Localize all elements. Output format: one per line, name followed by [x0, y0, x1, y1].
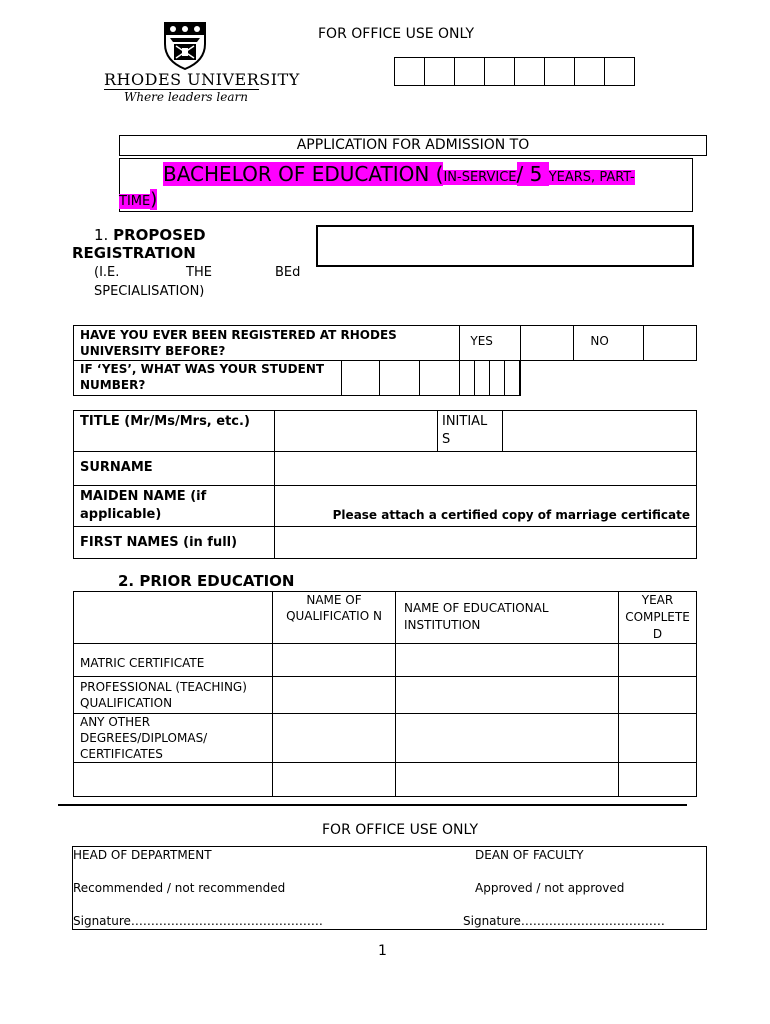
proposed-registration-input[interactable] — [316, 225, 694, 267]
student-number-question-text: IF ‘YES’, WHAT WAS YOUR STUDENT NUMBER? — [80, 362, 325, 392]
marriage-certificate-note: Please attach a certified copy of marriage certificate — [332, 508, 690, 522]
institution-header-text: NAME OF EDUCATIONAL INSTITUTION — [404, 601, 549, 632]
approved-option[interactable]: Approved / not approved — [475, 881, 625, 895]
year-input[interactable] — [619, 677, 697, 714]
student-digit-box[interactable] — [520, 361, 521, 395]
yes-label: YES — [470, 334, 493, 348]
institution-input[interactable] — [396, 644, 619, 677]
registered-question-text: HAVE YOU EVER BEEN REGISTERED AT RHODES UNIVERSITY BEFORE? — [80, 328, 397, 358]
office-approval-box — [72, 846, 707, 930]
initials-input[interactable] — [503, 411, 697, 452]
year-header-text: YEAR COMPLETE D — [625, 593, 690, 641]
student-digit-box[interactable] — [460, 361, 474, 395]
office-code-boxes[interactable] — [394, 57, 635, 86]
degree-part: TIME — [119, 194, 151, 209]
hint-word: SPECIALISATION) — [94, 284, 205, 299]
surname-label-cell — [74, 452, 275, 486]
no-label: NO — [590, 334, 609, 348]
student-digit-subtable — [460, 361, 520, 395]
qualification-input[interactable] — [273, 677, 396, 714]
institution-input[interactable] — [396, 714, 619, 763]
student-digit-box[interactable] — [505, 361, 520, 395]
qualification-header — [273, 592, 396, 644]
education-row-text: MATRIC CERTIFICATE — [80, 656, 205, 670]
year-header — [619, 592, 697, 644]
yes-label-cell — [460, 326, 521, 361]
education-row-label — [74, 714, 273, 763]
section-1-hint — [94, 263, 300, 301]
maiden-input[interactable] — [275, 486, 697, 527]
title-input[interactable] — [275, 411, 438, 452]
no-checkbox[interactable] — [643, 326, 696, 361]
student-digit-box[interactable] — [341, 361, 379, 396]
header-blank — [74, 592, 273, 644]
degree-part: IN-SERVICE — [443, 170, 517, 185]
code-box[interactable] — [515, 58, 545, 85]
section-2-title: 2. PRIOR EDUCATION — [118, 572, 295, 590]
degree-part: YEARS, PART- — [548, 170, 635, 185]
maiden-label: MAIDEN NAME (if applicable) — [80, 489, 207, 522]
office-use-heading: FOR OFFICE USE ONLY — [318, 26, 474, 42]
section-1-title-2: REGISTRATION — [72, 244, 196, 262]
hint-word: (I.E. — [94, 265, 120, 280]
title-label-cell — [74, 411, 275, 452]
maiden-label-cell — [74, 486, 275, 527]
hod-signature-line[interactable]: Signature………………………………………… — [73, 914, 323, 928]
code-box[interactable] — [545, 58, 575, 85]
qualification-input[interactable] — [273, 763, 396, 797]
application-title: APPLICATION FOR ADMISSION TO — [119, 135, 707, 156]
dean-signature-line[interactable]: Signature……………………………… — [463, 914, 665, 928]
student-digit-group — [460, 361, 521, 396]
university-name: RHODES UNIVERSITY — [104, 70, 300, 89]
institution-input[interactable] — [396, 763, 619, 797]
surname-input[interactable] — [275, 452, 697, 486]
student-number-question — [74, 361, 342, 396]
qualification-input[interactable] — [273, 714, 396, 763]
university-logo — [100, 20, 300, 105]
first-names-label-cell — [74, 527, 275, 559]
education-row-text: ANY OTHER DEGREES/DIPLOMAS/ CERTIFICATES — [80, 715, 208, 761]
year-input[interactable] — [619, 644, 697, 677]
degree-part: ) — [150, 189, 158, 210]
yes-checkbox[interactable] — [521, 326, 574, 361]
registered-table — [73, 325, 697, 396]
education-row-text: PROFESSIONAL (TEACHING) QUALIFICATION — [80, 680, 247, 710]
student-digit-box[interactable] — [475, 361, 490, 395]
dean-label: DEAN OF FACULTY — [475, 848, 584, 862]
degree-title-cont — [119, 190, 157, 212]
no-label-cell — [574, 326, 643, 361]
personal-details-table — [73, 410, 697, 559]
section-number: 1. — [94, 226, 114, 244]
code-box[interactable] — [455, 58, 485, 85]
qualification-input[interactable] — [273, 644, 396, 677]
page-number: 1 — [378, 943, 387, 959]
education-row-label — [74, 677, 273, 714]
year-input[interactable] — [619, 763, 697, 797]
student-digit-box[interactable] — [379, 361, 419, 396]
qualification-header-text: NAME OF QUALIFICATIO N — [286, 593, 382, 623]
student-digit-box[interactable] — [490, 361, 505, 395]
code-box[interactable] — [425, 58, 455, 85]
section-1-title — [94, 226, 206, 244]
education-row-label — [74, 644, 273, 677]
code-box[interactable] — [575, 58, 605, 85]
section-title-text: PROPOSED — [113, 226, 206, 244]
section-divider — [58, 804, 687, 806]
initials-label-cell — [438, 411, 503, 452]
surname-label: SURNAME — [80, 460, 153, 475]
first-names-input[interactable] — [275, 527, 697, 559]
degree-title — [163, 162, 635, 190]
hod-label: HEAD OF DEPARTMENT — [73, 848, 212, 862]
institution-header — [396, 592, 619, 644]
registered-question — [74, 326, 460, 361]
student-digit-box[interactable] — [420, 361, 460, 396]
prior-education-table — [73, 591, 697, 797]
crest-icon — [162, 20, 208, 70]
institution-input[interactable] — [396, 677, 619, 714]
code-box[interactable] — [485, 58, 515, 85]
recommended-option[interactable]: Recommended / not recommended — [73, 881, 286, 895]
first-names-label: FIRST NAMES (in full) — [80, 535, 238, 550]
initials-label: INITIAL S — [442, 414, 488, 447]
code-box[interactable] — [395, 58, 425, 85]
hint-word: THE — [186, 265, 212, 280]
code-box[interactable] — [605, 58, 634, 85]
year-input[interactable] — [619, 714, 697, 763]
degree-part: BACHELOR OF EDUCATION ( — [163, 162, 444, 186]
title-label: TITLE (Mr/Ms/Mrs, etc.) — [80, 414, 250, 429]
office-use-bottom-heading: FOR OFFICE USE ONLY — [322, 822, 478, 838]
university-tagline: Where leaders learn — [124, 90, 248, 104]
degree-part: / 5 — [516, 162, 549, 186]
education-row-label — [74, 763, 273, 797]
hint-word: BEd — [275, 265, 301, 280]
